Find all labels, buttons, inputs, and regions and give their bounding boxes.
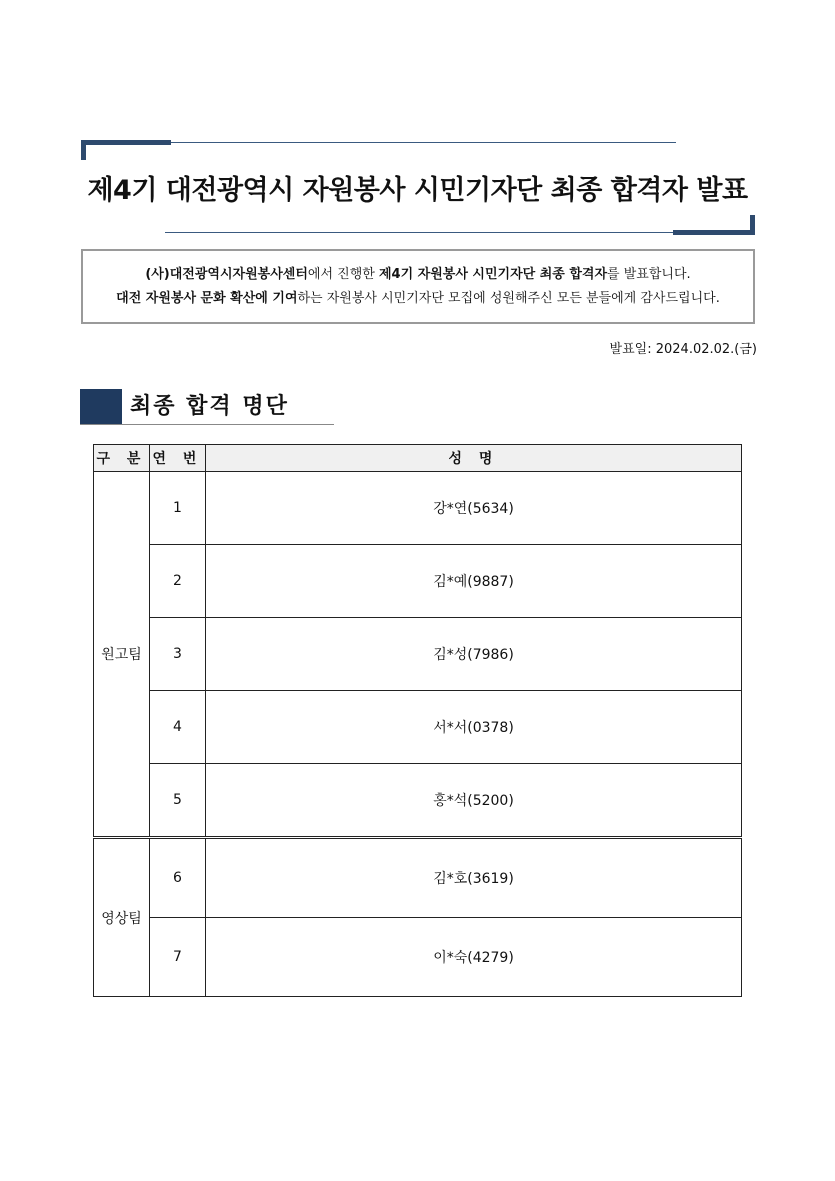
table-row — [94, 918, 742, 997]
row-name: 김*호(3619) — [206, 838, 742, 918]
title-frame-top-left-tick — [81, 140, 86, 160]
table-row — [94, 764, 742, 838]
title-frame-top-left-bar — [81, 140, 171, 145]
title-frame-bottom-right-tick — [750, 215, 755, 235]
row-name: 서*서(0378) — [206, 691, 742, 764]
section-marker — [80, 389, 122, 424]
row-number: 4 — [150, 691, 206, 764]
row-number: 3 — [150, 618, 206, 691]
intro-box — [81, 249, 755, 324]
row-name: 김*예(9887) — [206, 545, 742, 618]
section-title: 최종 합격 명단 — [130, 394, 289, 419]
table-header-row — [94, 445, 742, 472]
intro-line-2 — [83, 287, 753, 311]
title-frame-top-line — [171, 142, 676, 143]
intro-text: 를 발표합니다. — [607, 267, 691, 282]
title-frame-bottom-right-bar — [673, 230, 755, 235]
header-name: 성 명 — [206, 445, 742, 472]
row-name: 김*성(7986) — [206, 618, 742, 691]
header-number: 연 번 — [150, 445, 206, 472]
group-name: 원고팀 — [94, 472, 150, 838]
row-number: 2 — [150, 545, 206, 618]
row-name: 홍*석(5200) — [206, 764, 742, 838]
intro-org: (사)대전광역시자원봉사센터 — [145, 267, 308, 282]
table-row — [94, 472, 742, 545]
page-title: 제4기 대전광역시 자원봉사 시민기자단 최종 합격자 발표 — [87, 175, 748, 206]
row-number: 5 — [150, 764, 206, 838]
announce-date: 발표일: 2024.02.02.(금) — [609, 342, 757, 357]
intro-text: 에서 진행한 — [307, 267, 379, 282]
row-number: 7 — [150, 918, 206, 997]
table-row — [94, 838, 742, 918]
row-name: 강*연(5634) — [206, 472, 742, 545]
group-name: 영상팀 — [94, 838, 150, 997]
section-underline — [80, 424, 334, 425]
intro-line-1 — [83, 263, 753, 287]
row-number: 1 — [150, 472, 206, 545]
row-name: 이*숙(4279) — [206, 918, 742, 997]
table-row — [94, 691, 742, 764]
table-row — [94, 618, 742, 691]
header-category: 구 분 — [94, 445, 150, 472]
table-row — [94, 545, 742, 618]
roster-table — [93, 444, 742, 997]
intro-highlight: 제4기 자원봉사 시민기자단 최종 합격자 — [378, 267, 608, 282]
title-frame-bottom-line — [165, 232, 673, 233]
row-number: 6 — [150, 838, 206, 918]
intro-text: 하는 자원봉사 시민기자단 모집에 성원해주신 모든 분들에게 감사드립니다. — [297, 291, 720, 306]
intro-highlight: 대전 자원봉사 문화 확산에 기여 — [116, 291, 298, 306]
